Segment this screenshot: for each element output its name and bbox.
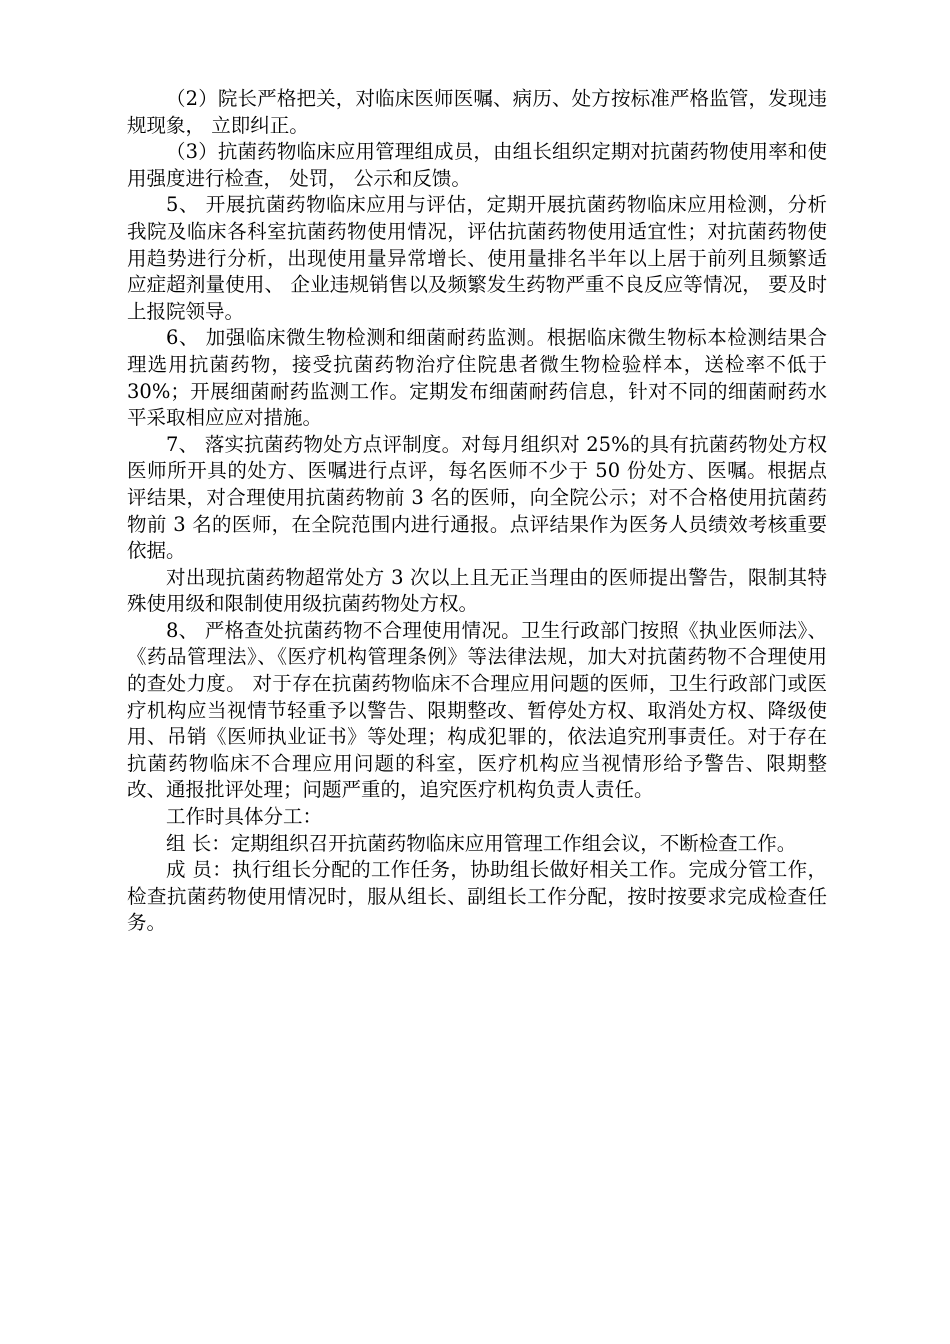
paragraph-dean-supervision: （2）院长严格把关，对临床医师医嘱、病历、处方按标准严格监管，发现违规现象， 立即纠正。 bbox=[127, 87, 827, 137]
document-body bbox=[127, 86, 827, 937]
paragraph-item-7: 7、 落实抗菌药物处方点评制度。对每月组织对 25%的具有抗菌药物处方权医师所开具的处方、医嘱进行点评，每名医师不少于 50 份处方、医嘱。根据点评结果，对合理使用抗菌药物前 3 名的医师，向全院公示；对不合格使用抗菌药物前 3 名的医师，在全院范围内进行通报。点评结果作为医务人员绩效考核重要依据。 bbox=[127, 432, 827, 563]
paragraph-warning: 对出现抗菌药物超常处方 3 次以上且无正当理由的医师提出警告，限制其特殊使用级和限制使用级抗菌药物处方权。 bbox=[127, 565, 827, 616]
paragraph-leader-duty: 组 长：定期组织召开抗菌药物临床应用管理工作组会议，不断检查工作。 bbox=[166, 831, 797, 855]
paragraph-member-duty: 成 员：执行组长分配的工作任务，协助组长做好相关工作。完成分管工作，检查抗菌药物使用情况时，服从组长、副组长工作分配，按时按要求完成检查任务。 bbox=[127, 858, 827, 935]
paragraph-item-6: 6、 加强临床微生物检测和细菌耐药监测。根据临床微生物标本检测结果合理选用抗菌药物，接受抗菌药物治疗住院患者微生物检验样本，送检率不低于 30%；开展细菌耐药监测工作。定期发布细菌耐药信息，针对不同的细菌耐药水平采取相应应对措施。 bbox=[127, 326, 827, 430]
paragraph-management-group: （3）抗菌药物临床应用管理组成员，由组长组织定期对抗菌药物使用率和使用强度进行检查， 处罚， 公示和反馈。 bbox=[127, 140, 827, 190]
paragraph-item-5: 5、 开展抗菌药物临床应用与评估，定期开展抗菌药物临床应用检测，分析我院及临床各科室抗菌药物使用情况，评估抗菌药物使用适宜性；对抗菌药物使用趋势进行分析，出现使用量异常增长、使用量排名半年以上居于前列且频繁适应症超剂量使用、 企业违规销售以及频繁发生药物严重不良反应等情况， 要及时上报院领导。 bbox=[127, 193, 827, 323]
paragraph-item-8: 8、 严格查处抗菌药物不合理使用情况。卫生行政部门按照《执业医师法》、《药品管理法》、《医疗机构管理条例》等法律法规，加大对抗菌药物不合理使用的查处力度。 对于存在抗菌药物临床不合理应用问题的医师，卫生行政部门或医疗机构应当视情节轻重予以警告、限期整改、暂停处方权、取消处方权、降级使用、吊销《医师执业证书》等处理；构成犯罪的，依法追究刑事责任。对于存在抗菌药物临床不合理应用问题的科室，医疗机构应当视情形给予警告、限期整改、通报批评处理；问题严重的，追究医疗机构负责人责任。 bbox=[127, 618, 827, 802]
paragraph-division-heading: 工作时具体分工： bbox=[166, 805, 323, 829]
